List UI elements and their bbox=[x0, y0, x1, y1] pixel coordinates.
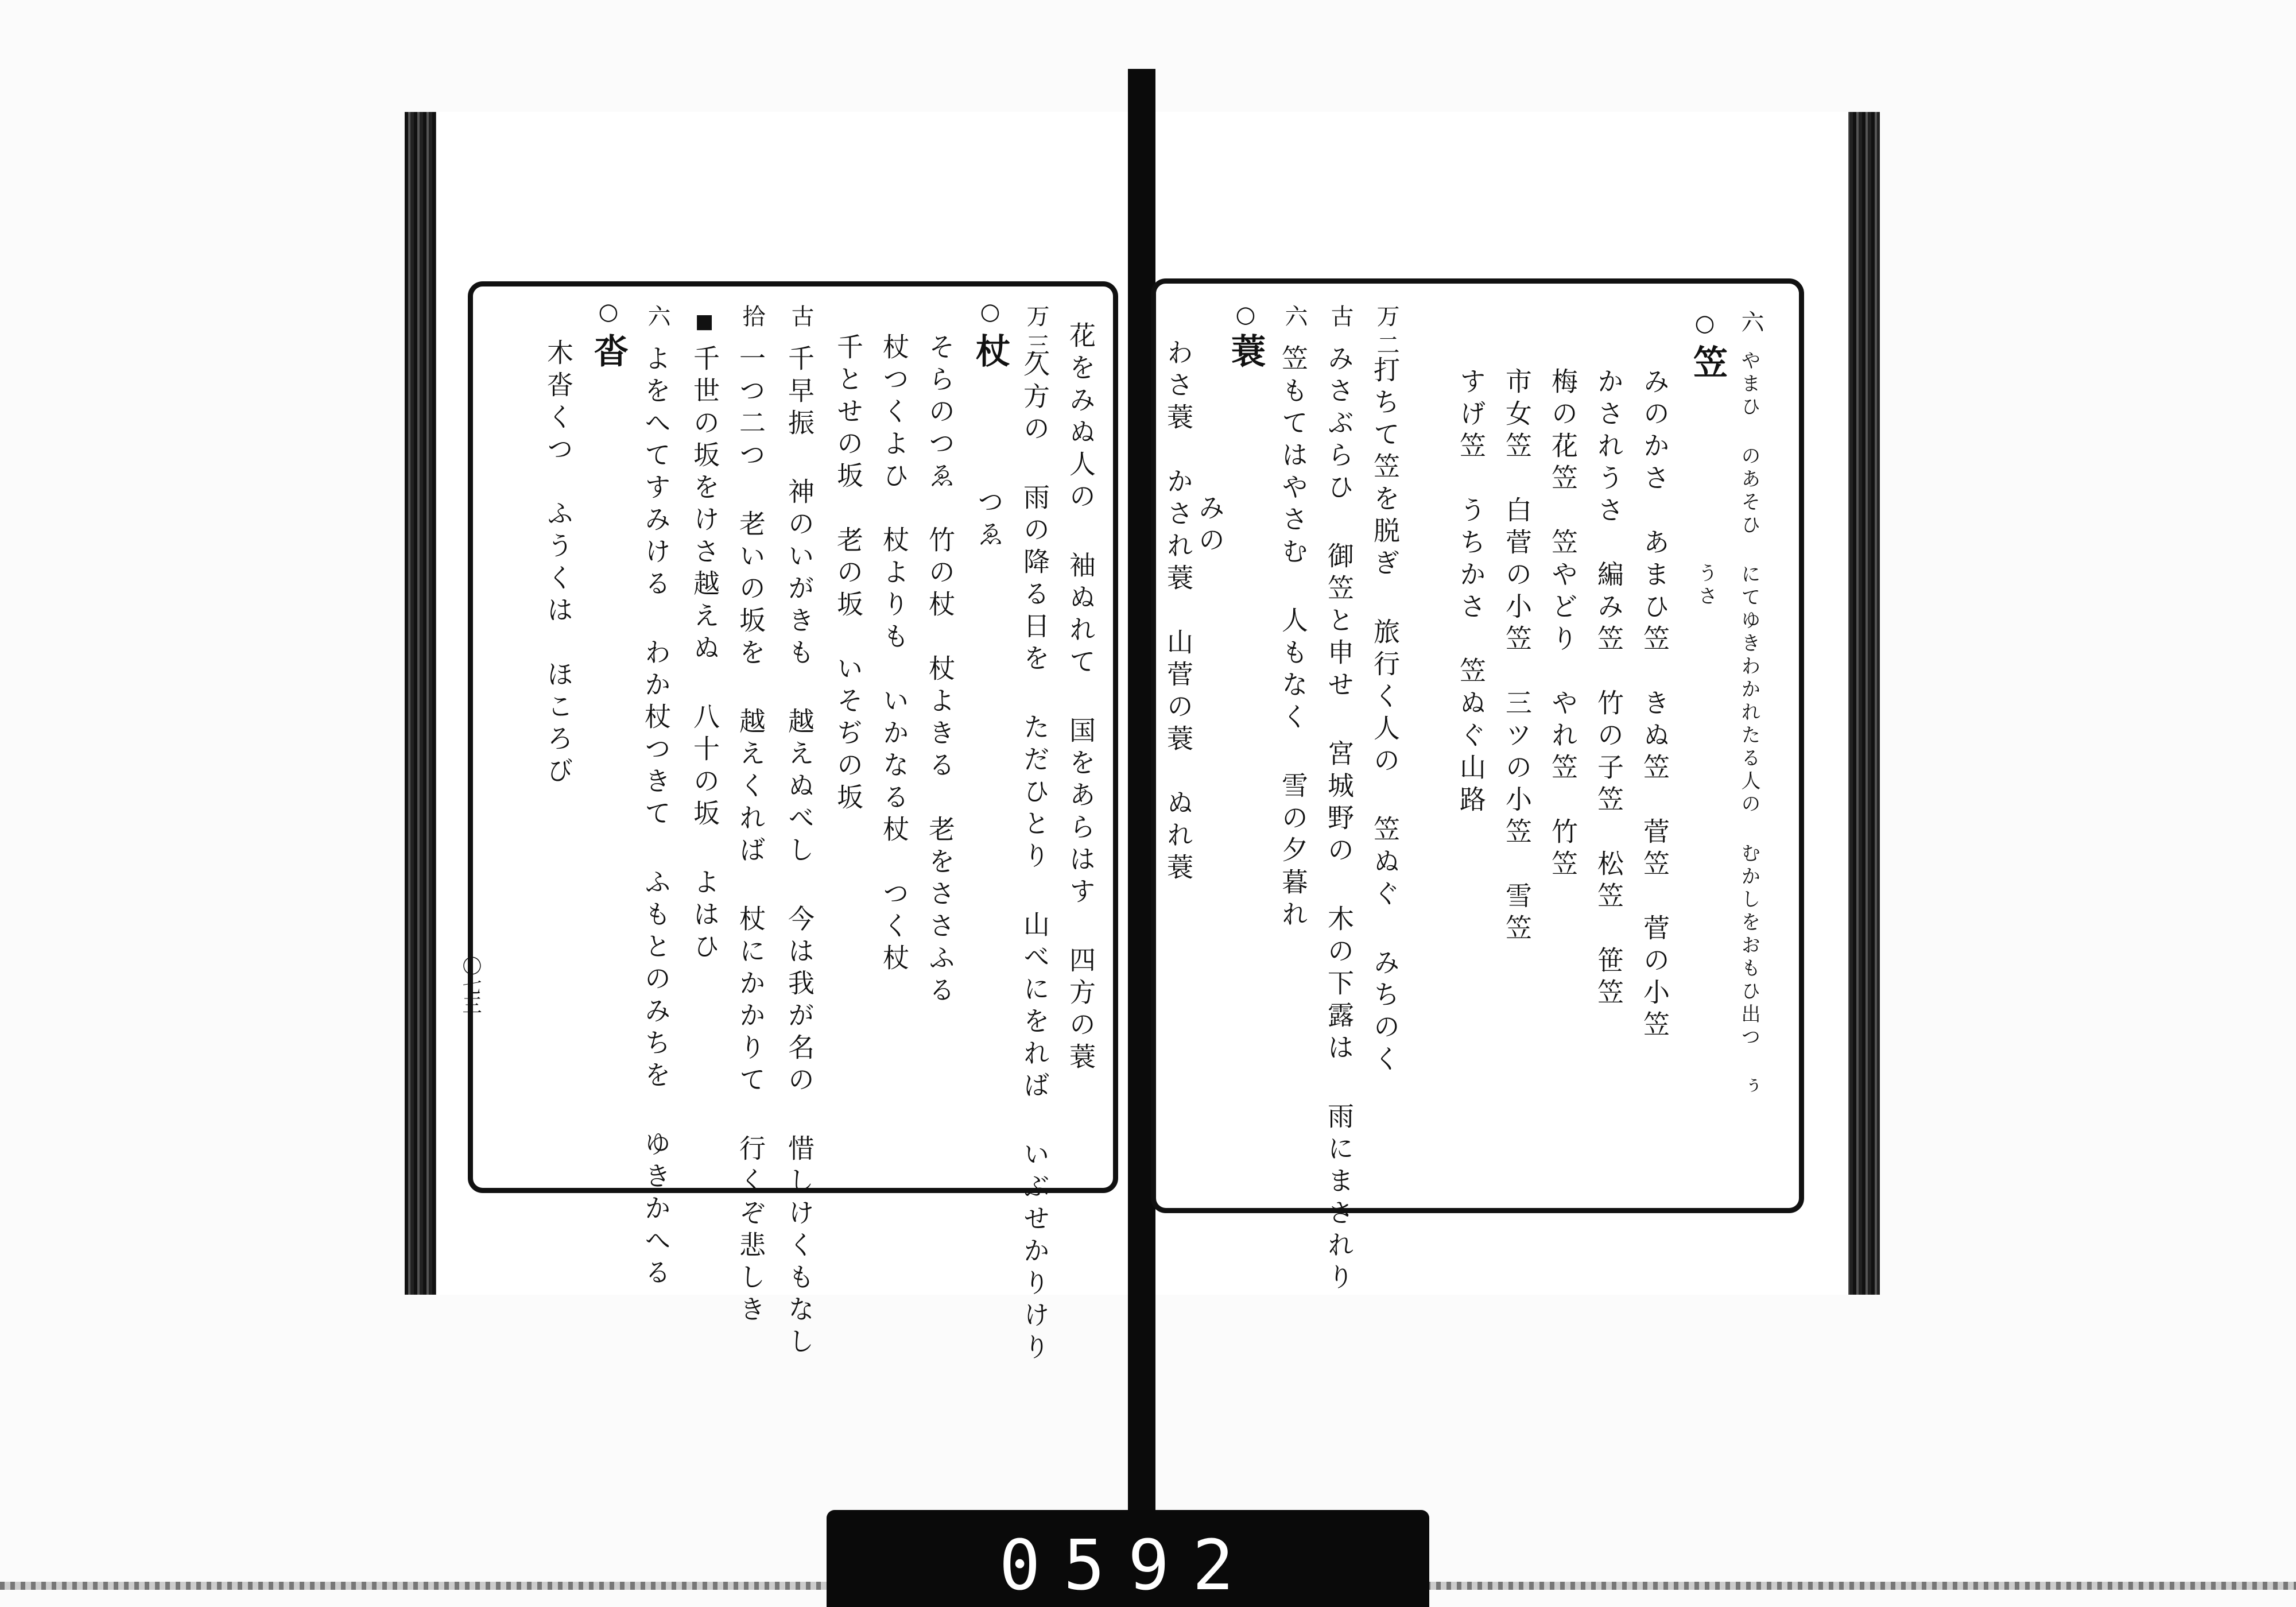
text-column: 千とせの坂 老の坂 いそぢの坂 bbox=[833, 333, 864, 815]
text-column: 一つ二つ 老いの坂を 越えくれば 杖にかかりて 行くぞ悲しき bbox=[735, 344, 766, 1327]
column-marker: 古 bbox=[1327, 304, 1353, 333]
text-column: かされうさ 編み笠 竹の子笠 松笠 笹笠 bbox=[1593, 367, 1624, 1010]
column-marker: 万三 bbox=[1023, 304, 1049, 362]
text-column: すげ笠 うちかさ 笠ぬぐ山路 bbox=[1456, 367, 1487, 818]
text-column: そらのつゑ 竹の杖 杖よきる 老をささふる bbox=[925, 333, 956, 1008]
text-column: 打ちて笠を脱ぎ 旅行く人の 笠ぬぐ みちのく bbox=[1370, 356, 1401, 1077]
section-heading: 蓑 bbox=[1225, 333, 1266, 371]
heading-reading: うさ bbox=[1694, 563, 1717, 609]
column-marker: 古 bbox=[788, 304, 814, 333]
column-marker: 六 bbox=[1281, 304, 1308, 333]
text-column: 千世の坂をけさ越えぬ 八十の坂 よはひ bbox=[689, 344, 720, 965]
archive-counter-number: 0592 bbox=[999, 1526, 1257, 1606]
text-column: よをへてすみける わか杖つきて ふもとのみちを ゆきかへる bbox=[641, 344, 672, 1291]
text-column: やまひ のあそひ にてゆきわかれたる人の むかしをおもひ出つ ぅ bbox=[1737, 350, 1760, 1099]
section-heading: 沓 bbox=[588, 333, 629, 371]
column-marker: 六 bbox=[1737, 310, 1764, 339]
column-marker: ○ bbox=[977, 299, 1003, 331]
page-number: 〇七三 bbox=[459, 956, 482, 1014]
section-heading: 杖 bbox=[970, 333, 1010, 371]
text-column: 久方の 雨の降る日を ただひとり 山べにをれば いぶせかりけり bbox=[1019, 350, 1050, 1365]
text-column: 千早振 神のいがきも 越えぬべし 今は我が名の 惜しけくもなし bbox=[784, 344, 815, 1360]
column-marker: ○ bbox=[595, 299, 622, 331]
text-column: 花をみぬ人の 袖ぬれて 国をあらはす 四方の蓑 bbox=[1065, 322, 1096, 1075]
text-column: 杖つくよひ 杖よりも いかなる杖 つく杖 bbox=[879, 333, 910, 976]
text-column: 木沓くつ ふうくは ほころび bbox=[543, 339, 574, 789]
section-heading: 笠 bbox=[1688, 344, 1728, 382]
column-marker: 六 bbox=[644, 304, 670, 333]
column-marker: ○ bbox=[1692, 310, 1718, 342]
text-column: わさ蓑 かされ蓑 山菅の蓑 ぬれ蓑 bbox=[1163, 339, 1194, 885]
column-marker: 万二 bbox=[1373, 304, 1399, 362]
text-column: 梅の花笠 笠やどり やれ笠 竹笠 bbox=[1548, 367, 1578, 882]
heading-reading: みの bbox=[1194, 494, 1225, 558]
text-column: みさぶらひ 御笠と申せ 宮城野の 木の下露は 雨にまされり bbox=[1324, 344, 1355, 1295]
column-marker: ○ bbox=[1232, 301, 1259, 334]
text-column: みのかさ あまひ笠 きぬ笠 菅笠 菅の小笠 bbox=[1639, 367, 1670, 1043]
column-marker: 拾 bbox=[739, 304, 765, 333]
heading-reading: つゑ bbox=[974, 488, 1004, 552]
column-marker: ■ bbox=[693, 310, 716, 336]
archive-counter-tag bbox=[827, 1510, 1429, 1607]
text-column: 市女笠 白菅の小笠 三ツの小笠 雪笠 bbox=[1502, 367, 1533, 946]
text-column: 笠もてはやさむ 人もなく 雪の夕暮れ bbox=[1278, 344, 1309, 932]
